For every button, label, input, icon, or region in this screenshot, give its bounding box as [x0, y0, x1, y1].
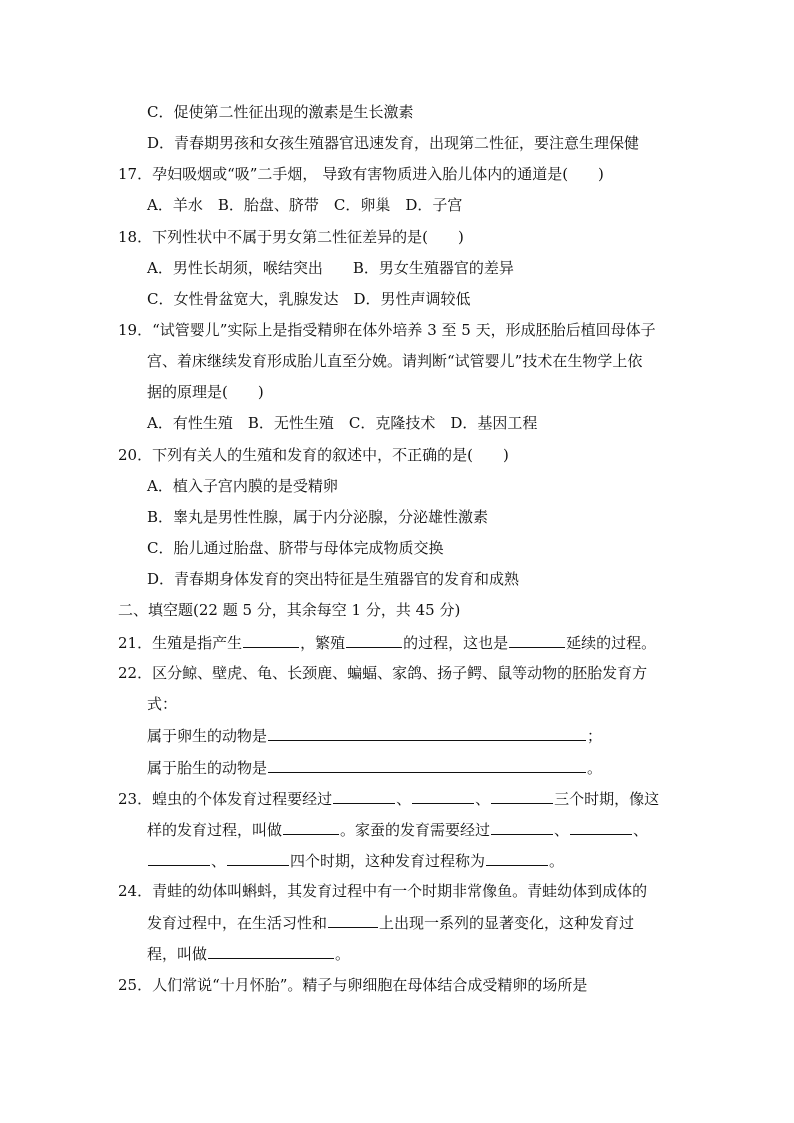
q16-option-c: C．促使第二性征出现的激素是生长激素	[147, 103, 414, 121]
q25-line-1: 25．人们常说“十月怀胎”。精子与卵细胞在母体结合成受精卵的场所是	[118, 976, 588, 994]
q23-blank-5[interactable]	[491, 819, 553, 835]
q23-sep: 、	[211, 852, 227, 870]
q23-blank-2[interactable]	[412, 788, 474, 804]
q23-line-1	[118, 788, 659, 809]
q23-blank-6[interactable]	[570, 819, 632, 835]
q24-part-3b: 。	[335, 945, 351, 963]
q18-options-2: C．女性骨盆宽大，乳腺发达 D．男性声调较低	[147, 290, 471, 308]
q21-part-2: ，繁殖	[300, 634, 346, 652]
q23-line-3	[147, 850, 564, 871]
q23-sep: 、	[633, 821, 649, 839]
q19-stem-1: 19．“试管婴儿”实际上是指受精卵在体外培养 3 至 5 天，形成胚胎后植回母体子	[118, 321, 656, 339]
q21-part-4: 延续的过程。	[566, 634, 657, 652]
q23-blank-7[interactable]	[148, 850, 210, 866]
q23-sep: 、	[554, 821, 570, 839]
q20-option-c: C．胎儿通过胎盘、脐带与母体完成物质交换	[147, 539, 444, 557]
q24-blank-1[interactable]	[328, 912, 378, 928]
q23-sep: 、	[475, 790, 491, 808]
q23-blank-3[interactable]	[491, 788, 553, 804]
q23-sep: 、	[396, 790, 412, 808]
q23-part-5: 四个时期，这种发育过程称为	[290, 852, 486, 870]
q22-stem-2: 式：	[147, 695, 178, 713]
q24-blank-2[interactable]	[208, 943, 334, 959]
q22-viviparous-end: 。	[587, 759, 603, 777]
q19-options: A．有性生殖 B．无性生殖 C．克隆技术 D．基因工程	[147, 414, 538, 432]
q22-viviparous-label: 属于胎生的动物是	[147, 759, 268, 777]
q17-options: A．羊水 B．胎盘、脐带 C．卵巢 D．子宫	[147, 196, 463, 214]
q24-part-2b: 上出现一系列的显著变化，这种发育过	[379, 914, 635, 932]
q21	[118, 632, 656, 653]
q19-stem-3: 据的原理是( )	[147, 383, 264, 401]
q22-oviparous-end: ；	[587, 727, 603, 745]
q23-part-1: 23．蝗虫的个体发育过程要经过	[118, 790, 333, 808]
q23-part-4: 。家蚕的发育需要经过	[340, 821, 491, 839]
q20-option-d: D．青春期身体发育的突出特征是生殖器官的发育和成熟	[147, 570, 520, 588]
q23-blank-8[interactable]	[227, 850, 289, 866]
q23-part-2: 三个时期，像这	[554, 790, 660, 808]
q24-line-2	[147, 912, 634, 933]
q21-blank-1[interactable]	[243, 632, 299, 648]
q22-oviparous-label: 属于卵生的动物是	[147, 727, 268, 745]
q17-stem: 17．孕妇吸烟或“吸”二手烟， 导致有害物质进入胎儿体内的通道是( )	[118, 165, 604, 183]
q18-stem: 18．下列性状中不属于男女第二性征差异的是( )	[118, 228, 464, 246]
q20-stem: 20．下列有关人的生殖和发育的叙述中，不正确的是( )	[118, 446, 509, 464]
q22-viviparous	[147, 757, 602, 778]
q20-option-a: A．植入子宫内膜的是受精卵	[147, 477, 338, 495]
q23-blank-1[interactable]	[333, 788, 395, 804]
q23-blank-4[interactable]	[283, 819, 339, 835]
q22-stem-1: 22．区分鲸、壁虎、龟、长颈鹿、蝙蝠、家鸽、扬子鳄、鼠等动物的胚胎发育方	[118, 664, 648, 682]
q21-part-3: 的过程，这也是	[403, 634, 509, 652]
q23-part-3: 样的发育过程，叫做	[147, 821, 283, 839]
q22-blank-oviparous[interactable]	[268, 725, 586, 741]
q22-oviparous	[147, 725, 602, 746]
q24-line-1: 24．青蛙的幼体叫蝌蚪，其发育过程中有一个时期非常像鱼。青蛙幼体到成体的	[118, 882, 648, 900]
q21-part-1: 21．生殖是指产生	[118, 634, 243, 652]
q19-stem-2: 宫、着床继续发育形成胎儿直至分娩。请判断“试管婴儿”技术在生物学上依	[147, 352, 643, 370]
q23-line-2	[147, 819, 648, 840]
q23-blank-9[interactable]	[486, 850, 548, 866]
q22-blank-viviparous[interactable]	[268, 757, 586, 773]
q24-part-3a: 程，叫做	[147, 945, 208, 963]
q24-part-2a: 发育过程中，在生活习性和	[147, 914, 328, 932]
q23-part-6: 。	[549, 852, 565, 870]
q21-blank-2[interactable]	[346, 632, 402, 648]
q21-blank-3[interactable]	[509, 632, 565, 648]
q24-line-3	[147, 943, 350, 964]
q16-option-d: D．青春期男孩和女孩生殖器官迅速发育，出现第二性征，要注意生理保健	[147, 134, 640, 152]
q18-options-1: A．男性长胡须，喉结突出 B．男女生殖器官的差异	[147, 259, 514, 277]
q20-option-b: B．睾丸是男性性腺，属于内分泌腺，分泌雄性激素	[147, 508, 489, 526]
section-2-title: 二、填空题(22 题 5 分，其余每空 1 分，共 45 分)	[118, 601, 461, 619]
